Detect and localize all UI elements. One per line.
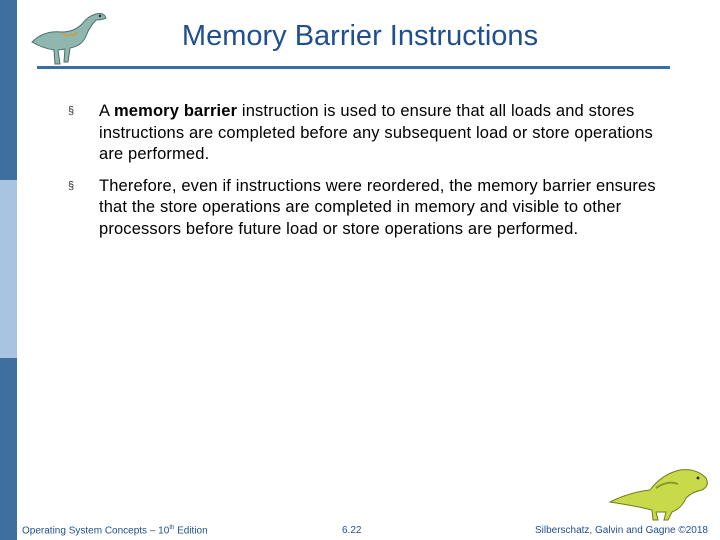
bullet-2-text: Therefore, even if instructions were reordered, the memory barrier ensures that the store operations are completed in memory and visible to other processors before future load or store operations are performed. bbox=[99, 176, 656, 238]
bullet-1-bold-term: memory barrier bbox=[113, 102, 238, 120]
footer-page-number: 6.22 bbox=[342, 525, 362, 536]
footer-book-title: Operating System Concepts – 10th Edition bbox=[22, 524, 208, 536]
bullet-marker: § bbox=[68, 105, 75, 117]
footer-copyright: Silberschatz, Galvin and Gagne ©2018 bbox=[534, 525, 708, 536]
bullet-marker: § bbox=[68, 179, 75, 192]
dinosaur-footer-icon bbox=[606, 462, 714, 522]
sidebar-block-light bbox=[0, 180, 17, 358]
slide-title: Memory Barrier Instructions bbox=[181, 20, 539, 52]
sidebar-block-dark-bottom bbox=[0, 358, 17, 540]
bullet-item-1 bbox=[68, 101, 668, 166]
sidebar-block-dark bbox=[0, 0, 17, 180]
dinosaur-logo-icon bbox=[24, 4, 110, 68]
bullet-1-text-end: instruction is used to ensure that all loads and stores instructions are completed before any subsequent load or store operations are performed. bbox=[99, 102, 653, 163]
bullet-item-2 bbox=[68, 176, 668, 241]
bullet-list bbox=[68, 101, 668, 250]
bullet-1-text-start: A bbox=[99, 102, 114, 120]
title-underline bbox=[37, 66, 670, 69]
